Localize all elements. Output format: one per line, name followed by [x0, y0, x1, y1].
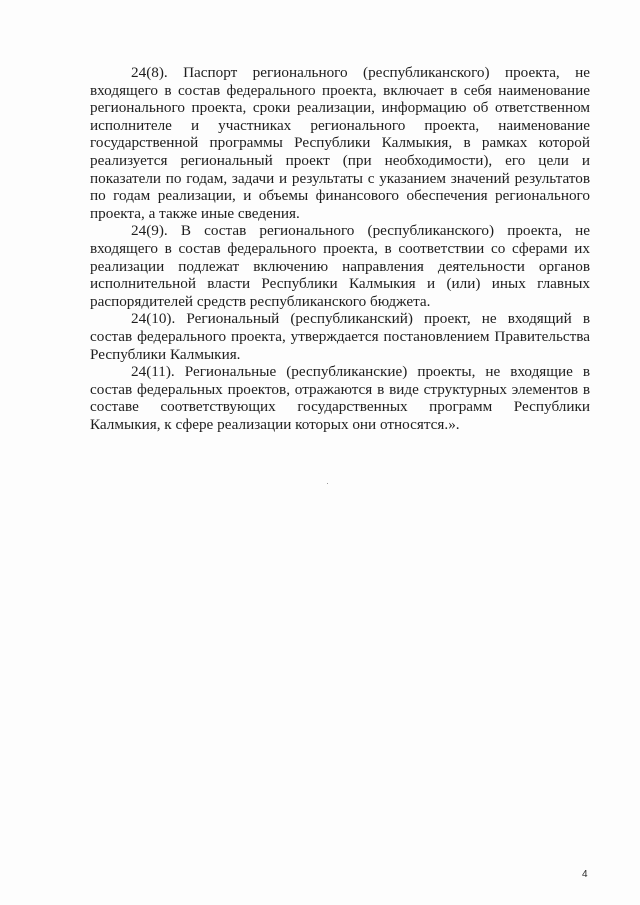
page-number: 4: [582, 869, 588, 880]
paragraph-24-10: 24(10). Региональный (республиканский) проект, не входящий в состав федерального проекта, утверждается постановлением Правительства Республики Калмыкия.: [90, 310, 590, 363]
scan-speck: [327, 483, 328, 484]
paragraph-24-11: 24(11). Региональные (республиканские) проекты, не входящие в состав федеральных проектов, отражаются в виде структурных элементов в составе соответствующих государственных программ Республики Калмыкия, к сфере реализации которых они относятся.».: [90, 363, 590, 433]
document-body: [90, 64, 590, 433]
paragraph-24-8: 24(8). Паспорт регионального (республиканского) проекта, не входящего в состав федерального проекта, включает в себя наименование регионального проекта, сроки реализации, информацию об ответственном исполнителе и участниках регионального проекта, наименование государственной программы Республики Калмыкия, в рамках которой реализуется региональный проект (при необходимости), его цели и показатели по годам, задачи и результаты с указанием значений результатов по годам реализации, и объемы финансового обеспечения регионального проекта, а также иные сведения.: [90, 64, 590, 222]
paragraph-24-9: 24(9). В состав регионального (республиканского) проекта, не входящего в состав федерального проекта, в соответствии со сферами их реализации подлежат включению направления деятельности органов исполнительной власти Республики Калмыкия и (или) иных главных распорядителей средств республиканского бюджета.: [90, 222, 590, 310]
